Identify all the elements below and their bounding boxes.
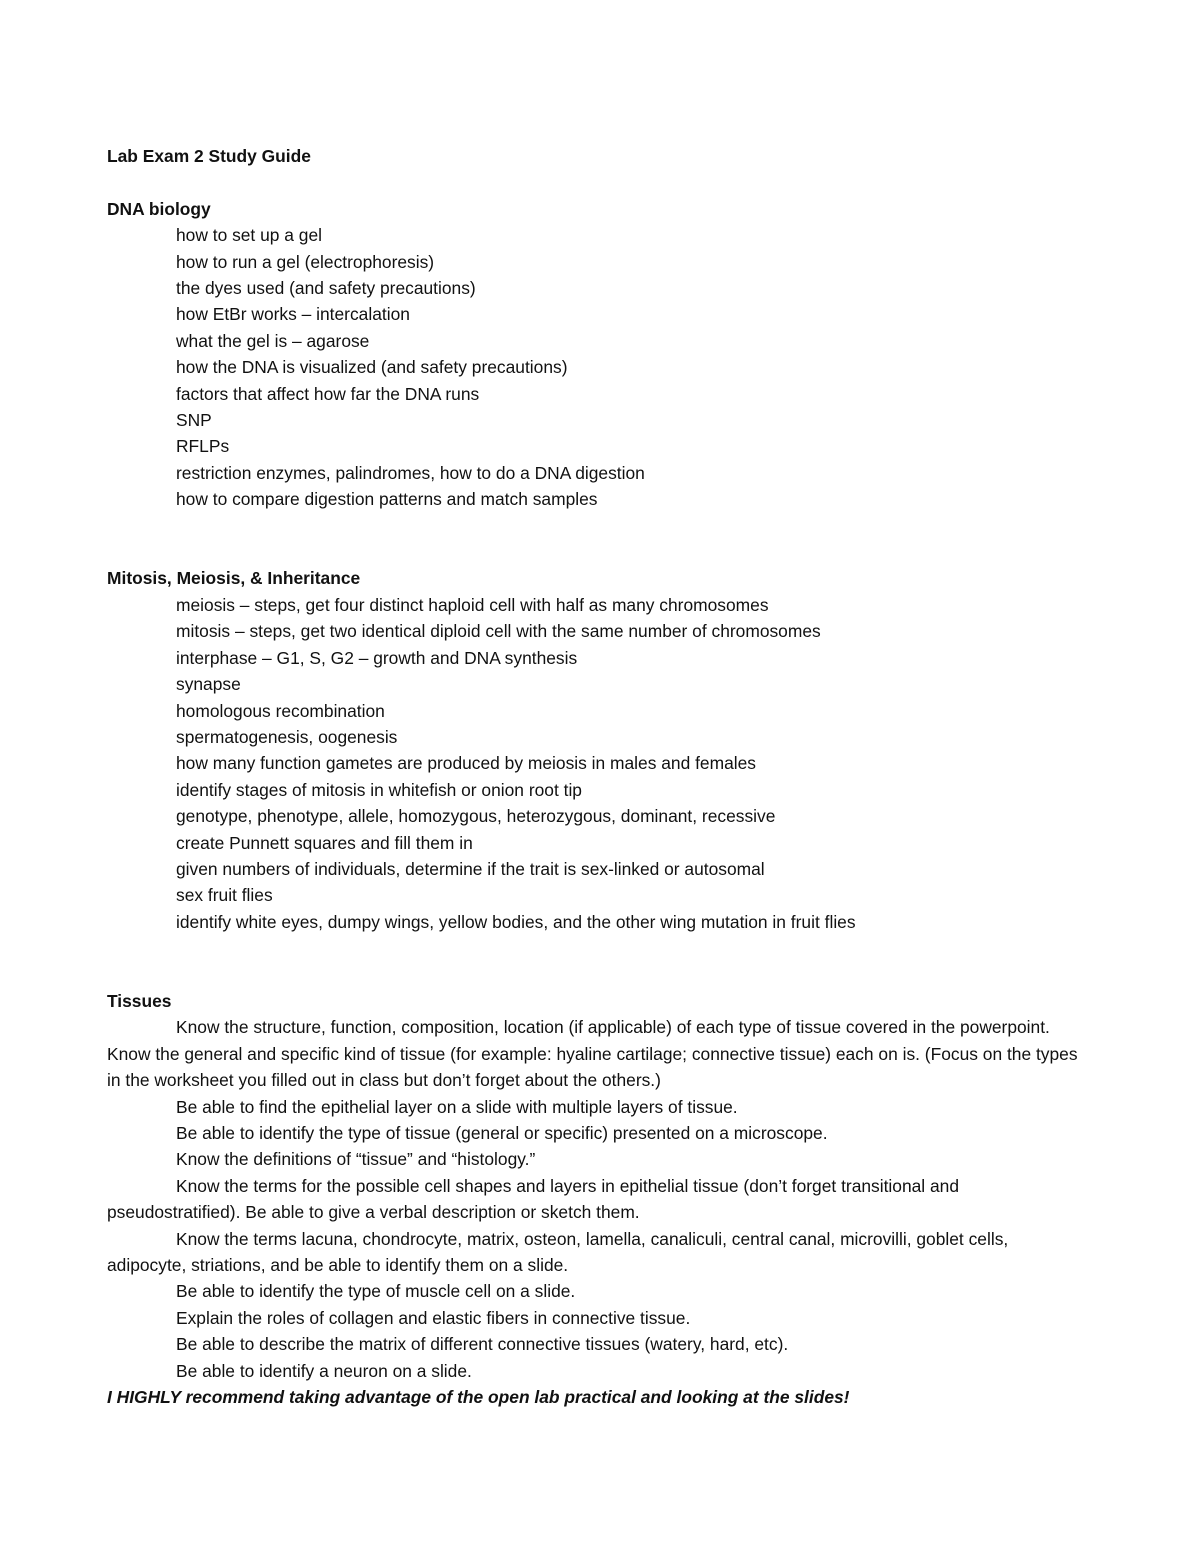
list-item: what the gel is – agarose (176, 330, 370, 351)
list-item: identify stages of mitosis in whitefish or onion root tip (176, 779, 582, 800)
tissues-paragraph: Know the structure, function, composition, location (if applicable) of each type of tissue covered in the powerpoint. Know the general and specific kind of tissue (for example: hyaline cartilage; connective tissue) each on is. (Focus on the types in the worksheet you filled out in class but don’t forget about the others.) (107, 1017, 1078, 1091)
recommendation-note: I HIGHLY recommend taking advantage of the open lab practical and looking at the slides! (107, 1387, 850, 1408)
list-item: given numbers of individuals, determine if the trait is sex-linked or autosomal (176, 858, 765, 879)
list-item: create Punnett squares and fill them in (176, 832, 473, 853)
list-item: how to compare digestion patterns and match samples (176, 489, 598, 510)
dna-biology-list (107, 222, 1092, 512)
list-item: how to run a gel (electrophoresis) (176, 251, 435, 272)
tissues-paragraph: Be able to identify the type of muscle cell on a slide. (176, 1281, 576, 1302)
tissues-paragraph: Know the definitions of “tissue” and “histology.” (176, 1149, 536, 1170)
spacer (107, 169, 1092, 195)
list-item: meiosis – steps, get four distinct haploid cell with half as many chromosomes (176, 594, 769, 615)
section-heading-tissues: Tissues (107, 990, 172, 1011)
list-item: RFLPs (176, 436, 230, 457)
mitosis-meiosis-list (107, 592, 1092, 935)
tissues-paragraph: Be able to find the epithelial layer on a slide with multiple layers of tissue. (176, 1096, 738, 1117)
list-item: restriction enzymes, palindromes, how to do a DNA digestion (176, 462, 645, 483)
tissues-paragraph: Know the terms lacuna, chondrocyte, matrix, osteon, lamella, canaliculi, central canal, microvilli, goblet cells, adipocyte, striations, and be able to identify them on a slide. (107, 1228, 1009, 1276)
list-item: genotype, phenotype, allele, homozygous, heterozygous, dominant, recessive (176, 806, 776, 827)
list-item: identify white eyes, dumpy wings, yellow bodies, and the other wing mutation in fruit flies (176, 911, 856, 932)
list-item: interphase – G1, S, G2 – growth and DNA synthesis (176, 647, 578, 668)
list-item: homologous recombination (176, 700, 385, 721)
list-item: spermatogenesis, oogenesis (176, 726, 398, 747)
list-item: mitosis – steps, get two identical diploid cell with the same number of chromosomes (176, 621, 821, 642)
list-item: synapse (176, 674, 241, 695)
spacer (107, 935, 1092, 988)
list-item: factors that affect how far the DNA runs (176, 383, 480, 404)
study-guide (107, 143, 1092, 1410)
section-heading-dna-biology: DNA biology (107, 198, 211, 219)
list-item: how EtBr works – intercalation (176, 304, 410, 325)
list-item: SNP (176, 410, 212, 431)
list-item: how to set up a gel (176, 225, 322, 246)
tissues-paragraph: Be able to identify the type of tissue (general or specific) presented on a microscope. (176, 1122, 828, 1143)
tissues-paragraph: Explain the roles of collagen and elastic fibers in connective tissue. (176, 1307, 691, 1328)
tissues-paragraph: Be able to describe the matrix of different connective tissues (watery, hard, etc). (176, 1334, 789, 1355)
document-title: Lab Exam 2 Study Guide (107, 146, 311, 166)
tissues-paragraph: Be able to identify a neuron on a slide. (176, 1360, 472, 1381)
tissues-paragraph: Know the terms for the possible cell shapes and layers in epithelial tissue (don’t forget transitional and pseudostratified). Be able to give a verbal description or sketch them. (107, 1175, 960, 1223)
list-item: the dyes used (and safety precautions) (176, 278, 476, 299)
spacer (107, 513, 1092, 566)
list-item: how many function gametes are produced by meiosis in males and females (176, 753, 756, 774)
list-item: how the DNA is visualized (and safety precautions) (176, 357, 568, 378)
section-heading-mitosis-meiosis-inheritance: Mitosis, Meiosis, & Inheritance (107, 568, 361, 589)
list-item: sex fruit flies (176, 885, 273, 906)
